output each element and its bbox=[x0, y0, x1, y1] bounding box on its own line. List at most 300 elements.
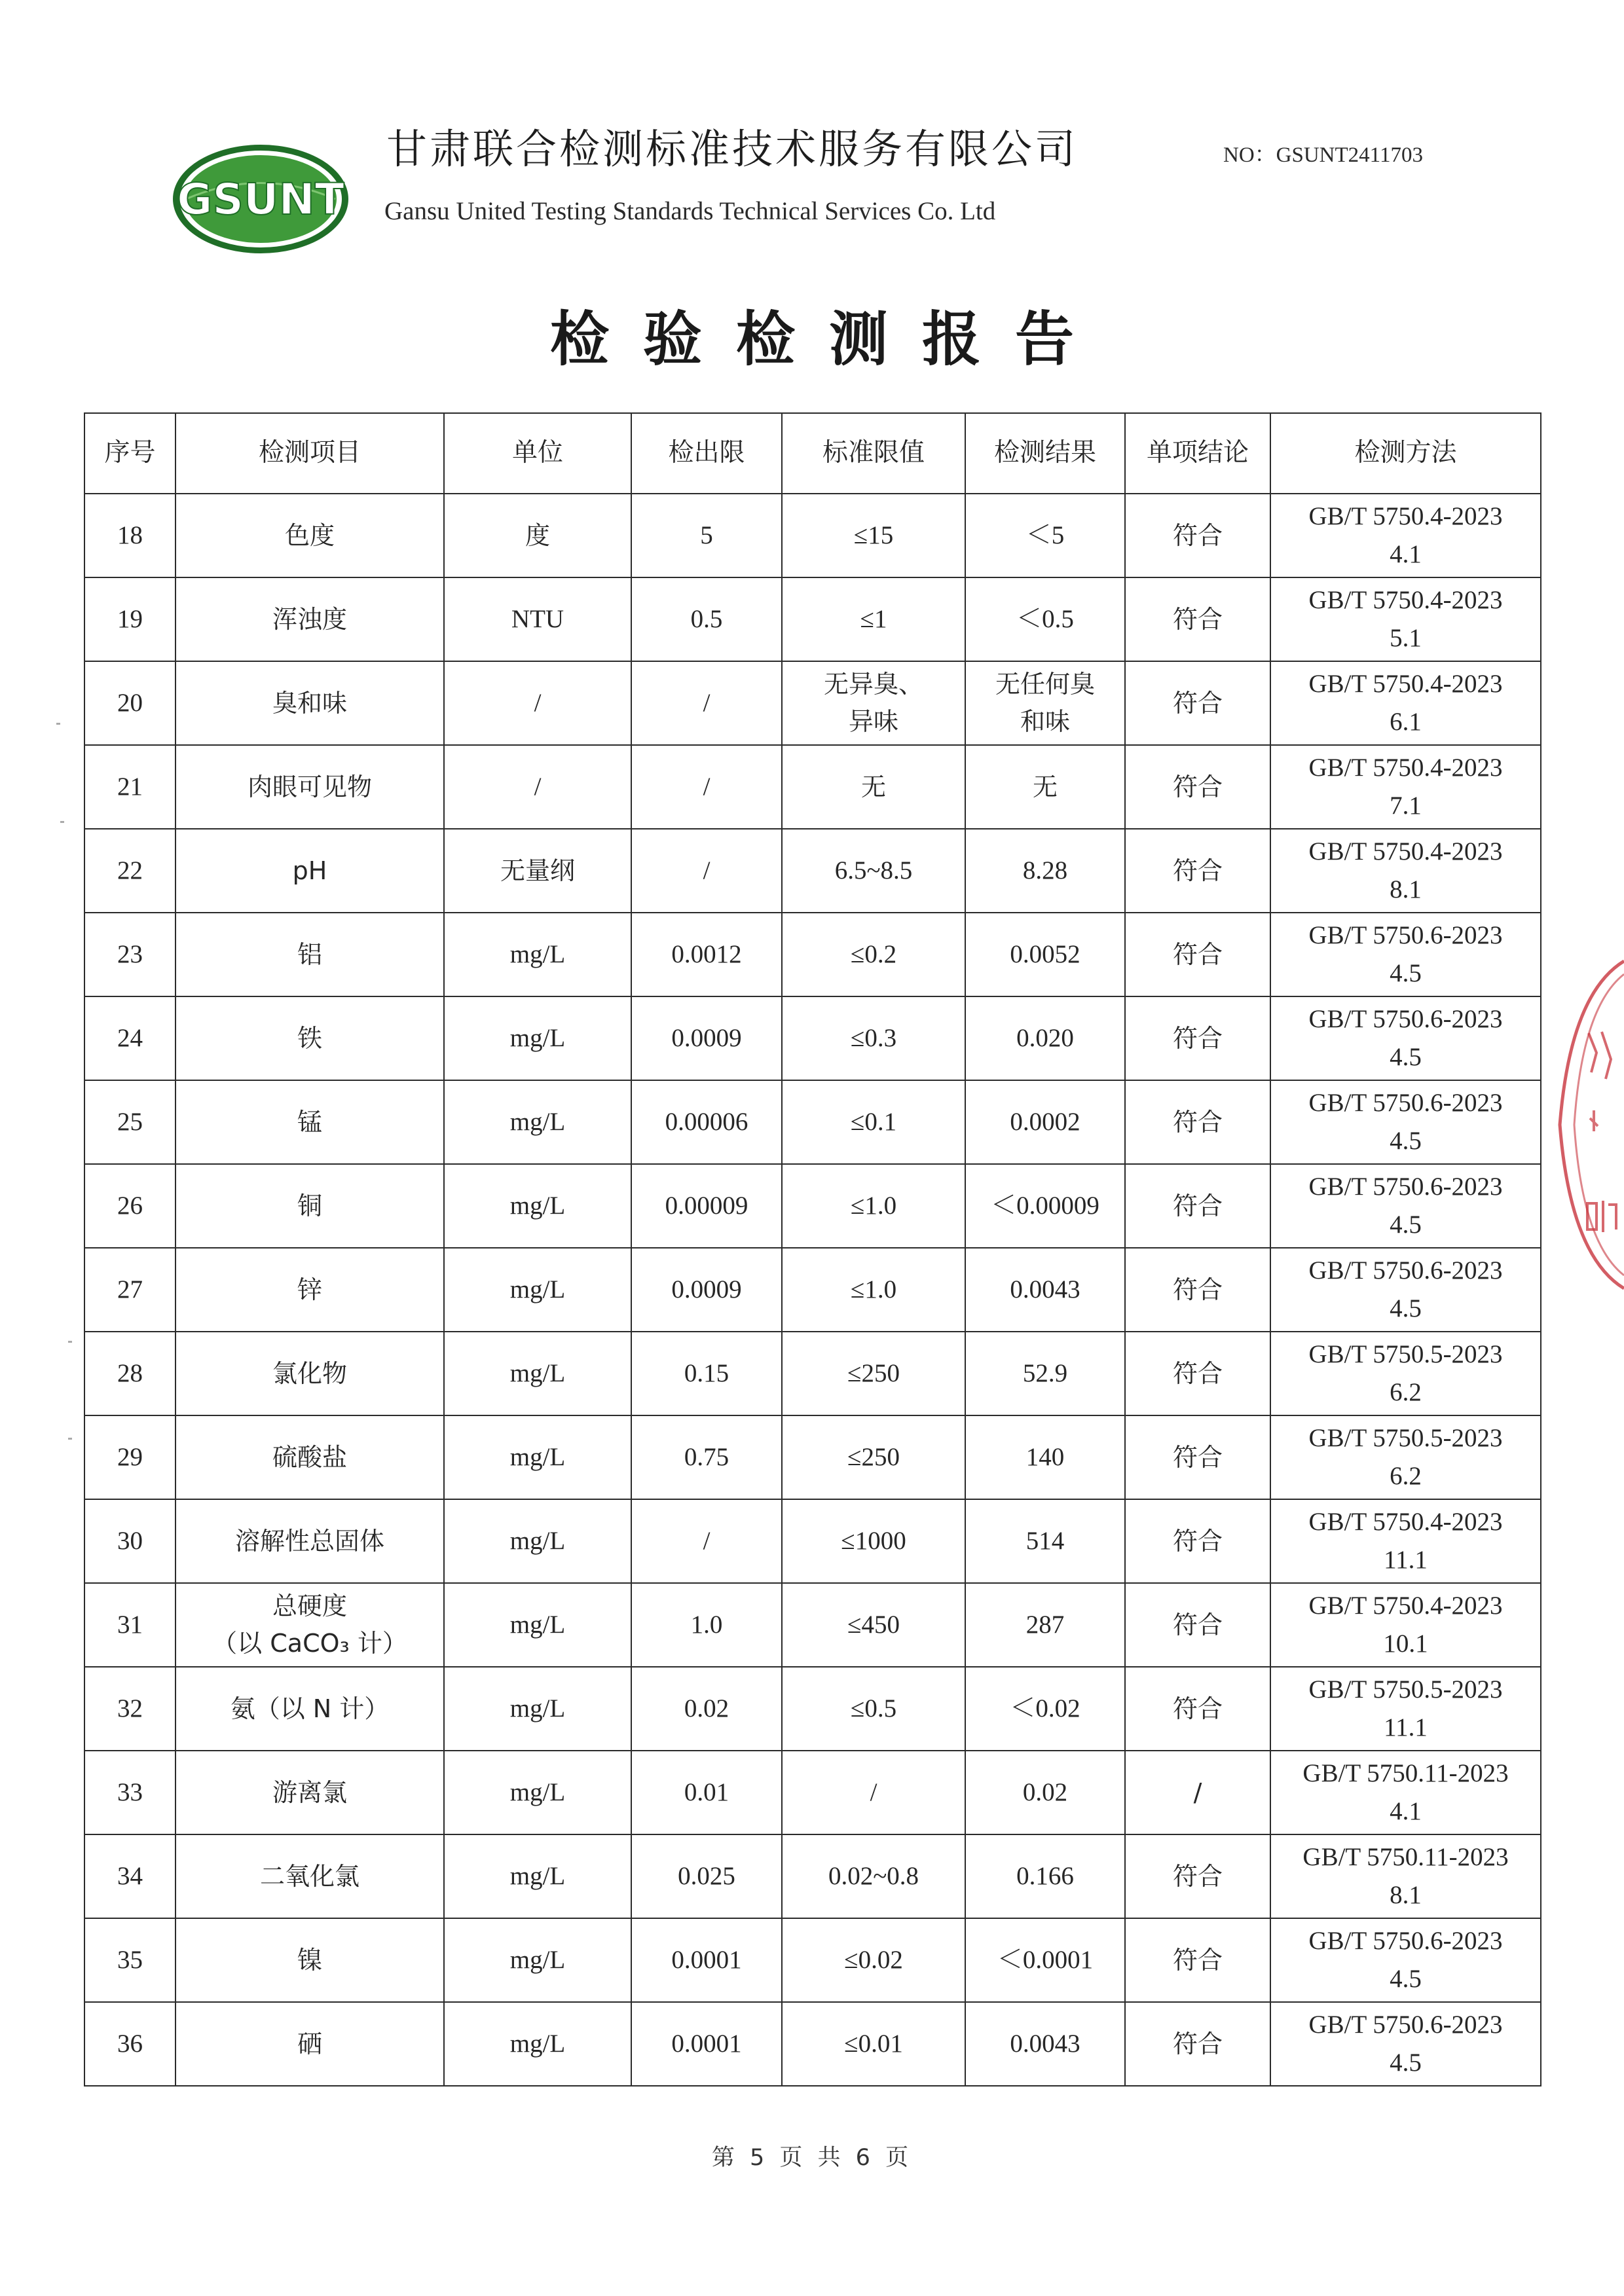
row-number-cell bbox=[84, 1834, 175, 1918]
test-method-clause: 8.1 bbox=[1390, 875, 1422, 903]
unit-cell bbox=[444, 829, 631, 913]
test-method-cell bbox=[1270, 1834, 1541, 1918]
table-header-row bbox=[84, 413, 1541, 494]
unit: mg/L bbox=[509, 1275, 566, 1303]
test-result: 0.0052 bbox=[1010, 939, 1080, 968]
detection-limit-cell bbox=[631, 1332, 782, 1415]
conclusion-cell bbox=[1125, 1080, 1270, 1164]
test-result-line2: 和味 bbox=[1020, 707, 1070, 736]
test-method: GB/T 5750.5-2023 bbox=[1308, 1423, 1503, 1452]
test-method-clause: 4.5 bbox=[1390, 1965, 1422, 1993]
test-result: ＜0.02 bbox=[1010, 1694, 1080, 1722]
test-method-cell bbox=[1270, 1164, 1541, 1248]
standard-limit-cell bbox=[782, 494, 965, 577]
test-result-cell bbox=[965, 996, 1125, 1080]
company-name-en: Gansu United Testing Standards Technical Services Co. Ltd bbox=[384, 197, 996, 225]
test-result-cell bbox=[965, 1918, 1125, 2002]
row-number: 35 bbox=[117, 1945, 143, 1974]
detection-limit: 0.00009 bbox=[665, 1191, 748, 1220]
detection-limit-cell bbox=[631, 996, 782, 1080]
unit: / bbox=[534, 688, 542, 717]
unit: 度 bbox=[525, 520, 550, 550]
row-number-cell bbox=[84, 661, 175, 745]
test-method-cell bbox=[1270, 913, 1541, 996]
test-method: GB/T 5750.4-2023 bbox=[1308, 585, 1503, 614]
row-number: 26 bbox=[117, 1191, 143, 1220]
test-item: 肉眼可见物 bbox=[247, 772, 372, 801]
test-method-cell bbox=[1270, 1918, 1541, 2002]
unit: 无量纲 bbox=[500, 856, 575, 885]
unit-cell bbox=[444, 1667, 631, 1751]
test-method: GB/T 5750.5-2023 bbox=[1308, 1675, 1503, 1704]
standard-limit-cell bbox=[782, 745, 965, 829]
test-item: 总硬度 bbox=[272, 1592, 347, 1620]
unit: mg/L bbox=[509, 1358, 566, 1387]
standard-limit-cell bbox=[782, 913, 965, 996]
unit-cell bbox=[444, 2002, 631, 2086]
test-result: ＜0.5 bbox=[1016, 604, 1074, 633]
standard-limit-cell bbox=[782, 577, 965, 661]
test-method-clause: 6.2 bbox=[1390, 1378, 1422, 1406]
test-result-cell bbox=[965, 494, 1125, 577]
test-item: 锰 bbox=[297, 1107, 322, 1137]
conclusion: 符合 bbox=[1172, 1275, 1223, 1304]
test-result-cell bbox=[965, 577, 1125, 661]
detection-limit-cell bbox=[631, 1499, 782, 1583]
table-row bbox=[84, 2002, 1541, 2086]
detection-limit-cell bbox=[631, 1834, 782, 1918]
test-item: 氯化物 bbox=[272, 1358, 347, 1388]
unit: mg/L bbox=[509, 1107, 566, 1136]
conclusion: 符合 bbox=[1172, 856, 1223, 885]
test-method: GB/T 5750.4-2023 bbox=[1308, 669, 1503, 698]
col-header-no: 序号 bbox=[84, 413, 175, 494]
detection-limit: 0.5 bbox=[690, 604, 723, 633]
detection-limit: 0.00006 bbox=[665, 1107, 748, 1136]
test-result-cell bbox=[965, 1248, 1125, 1332]
unit: mg/L bbox=[509, 1777, 566, 1806]
unit-cell bbox=[444, 1918, 631, 2002]
test-item-cell bbox=[175, 913, 444, 996]
unit: mg/L bbox=[509, 1526, 566, 1555]
row-number: 20 bbox=[117, 688, 143, 717]
test-method-clause: 4.5 bbox=[1390, 2049, 1422, 2077]
conclusion: 符合 bbox=[1172, 688, 1223, 718]
table-row bbox=[84, 1583, 1541, 1667]
test-method-clause: 11.1 bbox=[1384, 1546, 1428, 1574]
test-item-cell bbox=[175, 1248, 444, 1332]
standard-limit: ≤1.0 bbox=[850, 1275, 897, 1303]
table-row bbox=[84, 1248, 1541, 1332]
detection-limit-cell bbox=[631, 1080, 782, 1164]
test-method: GB/T 5750.5-2023 bbox=[1308, 1339, 1503, 1368]
conclusion: / bbox=[1193, 1777, 1202, 1807]
test-method-cell bbox=[1270, 829, 1541, 913]
test-method-clause: 6.1 bbox=[1390, 708, 1422, 736]
test-method-cell bbox=[1270, 1667, 1541, 1751]
standard-limit-cell bbox=[782, 1834, 965, 1918]
test-method-clause: 11.1 bbox=[1384, 1713, 1428, 1741]
test-result-cell bbox=[965, 1751, 1125, 1834]
row-number-cell bbox=[84, 829, 175, 913]
standard-limit: ≤1000 bbox=[841, 1526, 906, 1555]
test-result-cell bbox=[965, 745, 1125, 829]
table-row bbox=[84, 745, 1541, 829]
unit-cell bbox=[444, 1751, 631, 1834]
test-result-cell bbox=[965, 1834, 1125, 1918]
unit: mg/L bbox=[509, 1191, 566, 1220]
conclusion-cell bbox=[1125, 577, 1270, 661]
conclusion-cell bbox=[1125, 745, 1270, 829]
test-item-cell bbox=[175, 1918, 444, 2002]
test-method-cell bbox=[1270, 1583, 1541, 1667]
test-method-cell bbox=[1270, 996, 1541, 1080]
table-row bbox=[84, 494, 1541, 577]
detection-limit-cell bbox=[631, 1918, 782, 2002]
test-result: 无 bbox=[1032, 772, 1058, 801]
test-method-cell bbox=[1270, 577, 1541, 661]
row-number-cell bbox=[84, 2002, 175, 2086]
detection-limit-cell bbox=[631, 1751, 782, 1834]
test-item-line2: （以 CaCO₃ 计） bbox=[212, 1629, 407, 1658]
test-item: 铝 bbox=[297, 939, 322, 969]
test-method: GB/T 5750.6-2023 bbox=[1308, 1256, 1503, 1285]
detection-limit-cell bbox=[631, 1583, 782, 1667]
unit-cell bbox=[444, 1583, 631, 1667]
conclusion: 符合 bbox=[1172, 1358, 1223, 1388]
col-header-standard-limit: 标准限值 bbox=[782, 413, 965, 494]
standard-limit: ≤0.3 bbox=[850, 1023, 897, 1052]
row-number: 24 bbox=[117, 1023, 143, 1052]
table-row bbox=[84, 1499, 1541, 1583]
test-method-clause: 4.5 bbox=[1390, 959, 1422, 987]
report-number: NO：GSUNT2411703 bbox=[1223, 143, 1423, 167]
standard-limit: ≤250 bbox=[847, 1442, 900, 1471]
test-result-cell bbox=[965, 913, 1125, 996]
standard-limit-cell bbox=[782, 1248, 965, 1332]
standard-limit: ≤0.1 bbox=[850, 1107, 897, 1136]
logo-text: GSUNT bbox=[177, 174, 344, 225]
unit: mg/L bbox=[509, 1610, 566, 1639]
test-method: GB/T 5750.11-2023 bbox=[1302, 1842, 1509, 1871]
test-result-cell bbox=[965, 1667, 1125, 1751]
detection-limit-cell bbox=[631, 1164, 782, 1248]
row-number: 25 bbox=[117, 1107, 143, 1136]
report-title: 检验检测报告 bbox=[550, 305, 1108, 374]
standard-limit: ≤0.2 bbox=[850, 939, 897, 968]
test-method-cell bbox=[1270, 494, 1541, 577]
test-item: 硫酸盐 bbox=[272, 1442, 347, 1472]
detection-limit: / bbox=[703, 688, 710, 717]
row-number: 36 bbox=[117, 2029, 143, 2058]
test-item: 镍 bbox=[297, 1945, 322, 1975]
row-number: 18 bbox=[117, 520, 143, 549]
unit-cell bbox=[444, 996, 631, 1080]
company-logo bbox=[169, 141, 352, 257]
conclusion-cell bbox=[1125, 1918, 1270, 2002]
test-method-clause: 4.1 bbox=[1390, 1797, 1422, 1825]
unit-cell bbox=[444, 745, 631, 829]
test-item: 游离氯 bbox=[272, 1777, 347, 1807]
standard-limit: ≤0.5 bbox=[850, 1694, 897, 1722]
test-method: GB/T 5750.6-2023 bbox=[1308, 920, 1503, 949]
row-number-cell bbox=[84, 913, 175, 996]
table-row bbox=[84, 1164, 1541, 1248]
col-header-unit: 单位 bbox=[444, 413, 631, 494]
row-number-cell bbox=[84, 1415, 175, 1499]
table-row bbox=[84, 1667, 1541, 1751]
conclusion: 符合 bbox=[1172, 939, 1223, 969]
test-method-clause: 4.5 bbox=[1390, 1043, 1422, 1071]
test-item: 锌 bbox=[297, 1275, 322, 1304]
conclusion-cell bbox=[1125, 494, 1270, 577]
test-result-cell bbox=[965, 1332, 1125, 1415]
standard-limit-cell bbox=[782, 829, 965, 913]
test-result: 0.0043 bbox=[1010, 2029, 1080, 2058]
detection-limit-cell bbox=[631, 1415, 782, 1499]
detection-limit: 0.15 bbox=[684, 1358, 729, 1387]
detection-limit: 0.01 bbox=[684, 1777, 729, 1806]
page-number: 第 5 页 共 6 页 bbox=[711, 2145, 913, 2171]
test-item-cell bbox=[175, 996, 444, 1080]
detection-limit: 0.0012 bbox=[671, 939, 742, 968]
row-number-cell bbox=[84, 1164, 175, 1248]
standard-limit-line2: 异味 bbox=[848, 707, 898, 736]
test-item-cell bbox=[175, 1667, 444, 1751]
detection-limit: / bbox=[703, 856, 710, 884]
conclusion: 符合 bbox=[1172, 1023, 1223, 1053]
standard-limit: 0.02~0.8 bbox=[828, 1861, 919, 1890]
conclusion-cell bbox=[1125, 829, 1270, 913]
col-header-result: 检测结果 bbox=[965, 413, 1125, 494]
standard-limit: / bbox=[870, 1777, 877, 1806]
table-row bbox=[84, 996, 1541, 1080]
test-item-cell bbox=[175, 1499, 444, 1583]
conclusion: 符合 bbox=[1172, 1526, 1223, 1556]
test-method: GB/T 5750.6-2023 bbox=[1308, 1088, 1503, 1117]
test-method-cell bbox=[1270, 661, 1541, 745]
test-result-cell bbox=[965, 1164, 1125, 1248]
standard-limit-cell bbox=[782, 1080, 965, 1164]
test-item: 二氧化氯 bbox=[259, 1861, 360, 1891]
conclusion-cell bbox=[1125, 1164, 1270, 1248]
seal-stamp bbox=[1551, 955, 1624, 1295]
conclusion: 符合 bbox=[1172, 1107, 1223, 1137]
test-method: GB/T 5750.4-2023 bbox=[1308, 501, 1503, 530]
test-item: 铁 bbox=[297, 1023, 322, 1053]
test-method-clause: 10.1 bbox=[1383, 1630, 1428, 1658]
detection-limit: 0.75 bbox=[684, 1442, 729, 1471]
standard-limit: 无 bbox=[860, 772, 886, 801]
standard-limit-cell bbox=[782, 996, 965, 1080]
test-method-cell bbox=[1270, 1499, 1541, 1583]
row-number: 23 bbox=[117, 939, 143, 968]
conclusion-cell bbox=[1125, 1751, 1270, 1834]
unit: / bbox=[534, 772, 542, 801]
test-method-cell bbox=[1270, 1080, 1541, 1164]
detection-limit-cell bbox=[631, 1248, 782, 1332]
test-result: ＜5 bbox=[1025, 520, 1065, 549]
unit-cell bbox=[444, 1499, 631, 1583]
standard-limit: 6.5~8.5 bbox=[834, 856, 913, 884]
test-item-cell bbox=[175, 1583, 444, 1667]
test-result-cell bbox=[965, 661, 1125, 745]
table-row bbox=[84, 1415, 1541, 1499]
test-item-cell bbox=[175, 829, 444, 913]
unit-cell bbox=[444, 1164, 631, 1248]
test-item-cell bbox=[175, 745, 444, 829]
test-method: GB/T 5750.4-2023 bbox=[1308, 753, 1503, 782]
test-result: 287 bbox=[1025, 1610, 1065, 1639]
table-row bbox=[84, 1918, 1541, 2002]
row-number: 19 bbox=[117, 604, 143, 633]
test-method-cell bbox=[1270, 1332, 1541, 1415]
test-result: 514 bbox=[1025, 1526, 1065, 1555]
test-item-cell bbox=[175, 1164, 444, 1248]
detection-limit: 0.0001 bbox=[671, 2029, 742, 2058]
test-item: 溶解性总固体 bbox=[234, 1526, 384, 1556]
detection-limit-cell bbox=[631, 745, 782, 829]
conclusion-cell bbox=[1125, 1667, 1270, 1751]
test-method: GB/T 5750.4-2023 bbox=[1308, 1507, 1503, 1536]
standard-limit-cell bbox=[782, 1667, 965, 1751]
row-number: 30 bbox=[117, 1526, 143, 1555]
test-item-cell bbox=[175, 1751, 444, 1834]
standard-limit: ≤450 bbox=[847, 1610, 900, 1639]
test-item-cell bbox=[175, 494, 444, 577]
row-number: 32 bbox=[117, 1694, 143, 1722]
unit-cell bbox=[444, 494, 631, 577]
test-method: GB/T 5750.4-2023 bbox=[1308, 837, 1503, 866]
test-method-clause: 4.5 bbox=[1390, 1211, 1422, 1239]
row-number: 29 bbox=[117, 1442, 143, 1471]
test-method-clause: 7.1 bbox=[1390, 792, 1422, 820]
test-item-cell bbox=[175, 661, 444, 745]
standard-limit-cell bbox=[782, 1751, 965, 1834]
table-row bbox=[84, 829, 1541, 913]
standard-limit-cell bbox=[782, 1499, 965, 1583]
test-method: GB/T 5750.6-2023 bbox=[1308, 1004, 1503, 1033]
test-item: 浑浊度 bbox=[272, 604, 347, 634]
test-result: ＜0.00009 bbox=[991, 1191, 1099, 1220]
test-result-cell bbox=[965, 829, 1125, 913]
test-result: 8.28 bbox=[1022, 856, 1068, 884]
conclusion: 符合 bbox=[1172, 1610, 1223, 1639]
row-number-cell bbox=[84, 577, 175, 661]
row-number-cell bbox=[84, 1667, 175, 1751]
col-header-conclusion: 单项结论 bbox=[1125, 413, 1270, 494]
table-row bbox=[84, 913, 1541, 996]
row-number-cell bbox=[84, 745, 175, 829]
row-number-cell bbox=[84, 1583, 175, 1667]
test-item: 色度 bbox=[284, 520, 335, 550]
test-method: GB/T 5750.6-2023 bbox=[1308, 2010, 1503, 2039]
standard-limit: ≤250 bbox=[847, 1358, 900, 1387]
table-row bbox=[84, 1080, 1541, 1164]
conclusion-cell bbox=[1125, 1415, 1270, 1499]
conclusion-cell bbox=[1125, 913, 1270, 996]
standard-limit-cell bbox=[782, 2002, 965, 2086]
test-method-cell bbox=[1270, 745, 1541, 829]
test-method: GB/T 5750.6-2023 bbox=[1308, 1926, 1503, 1955]
test-method-clause: 4.5 bbox=[1390, 1294, 1422, 1322]
test-method: GB/T 5750.11-2023 bbox=[1302, 1758, 1509, 1787]
test-result: 140 bbox=[1025, 1442, 1065, 1471]
test-result-cell bbox=[965, 1415, 1125, 1499]
test-method-cell bbox=[1270, 1751, 1541, 1834]
row-number-cell bbox=[84, 996, 175, 1080]
detection-limit: 0.0001 bbox=[671, 1945, 742, 1974]
test-method-cell bbox=[1270, 1248, 1541, 1332]
row-number: 31 bbox=[117, 1610, 143, 1639]
test-result-cell bbox=[965, 1583, 1125, 1667]
test-result-cell bbox=[965, 1499, 1125, 1583]
conclusion-cell bbox=[1125, 661, 1270, 745]
test-item: 氨（以 N 计） bbox=[230, 1694, 390, 1723]
col-header-detection-limit: 检出限 bbox=[631, 413, 782, 494]
test-method-clause: 6.2 bbox=[1390, 1462, 1422, 1490]
detection-limit: 0.0009 bbox=[671, 1023, 742, 1052]
test-item: 铜 bbox=[297, 1191, 322, 1220]
test-method-clause: 4.5 bbox=[1390, 1127, 1422, 1155]
conclusion-cell bbox=[1125, 996, 1270, 1080]
table-row bbox=[84, 1751, 1541, 1834]
unit-cell bbox=[444, 913, 631, 996]
standard-limit-cell bbox=[782, 1918, 965, 2002]
unit: mg/L bbox=[509, 939, 566, 968]
row-number-cell bbox=[84, 1248, 175, 1332]
test-result: 52.9 bbox=[1022, 1358, 1068, 1387]
standard-limit-cell bbox=[782, 1164, 965, 1248]
conclusion: 符合 bbox=[1172, 772, 1223, 801]
row-number: 34 bbox=[117, 1861, 143, 1890]
detection-limit: 0.02 bbox=[684, 1694, 729, 1722]
detection-limit-cell bbox=[631, 2002, 782, 2086]
table-row bbox=[84, 661, 1541, 745]
test-item-cell bbox=[175, 1415, 444, 1499]
standard-limit-cell bbox=[782, 1415, 965, 1499]
detection-limit: / bbox=[703, 772, 710, 801]
detection-limit: 0.025 bbox=[678, 1861, 735, 1890]
detection-limit: 1.0 bbox=[690, 1610, 723, 1639]
conclusion-cell bbox=[1125, 1834, 1270, 1918]
conclusion: 符合 bbox=[1172, 2029, 1223, 2058]
detection-limit-cell bbox=[631, 913, 782, 996]
row-number-cell bbox=[84, 1751, 175, 1834]
unit-cell bbox=[444, 661, 631, 745]
standard-limit: ≤0.02 bbox=[844, 1945, 903, 1974]
test-result: 0.0002 bbox=[1010, 1107, 1080, 1136]
test-result: 0.020 bbox=[1016, 1023, 1074, 1052]
test-method-cell bbox=[1270, 1415, 1541, 1499]
unit-cell bbox=[444, 1834, 631, 1918]
row-number: 22 bbox=[117, 856, 143, 884]
conclusion: 符合 bbox=[1172, 1861, 1223, 1891]
detection-limit-cell bbox=[631, 577, 782, 661]
detection-limit-cell bbox=[631, 494, 782, 577]
detection-limit: 0.0009 bbox=[671, 1275, 742, 1303]
table-row bbox=[84, 1332, 1541, 1415]
col-header-method: 检测方法 bbox=[1270, 413, 1541, 494]
unit-cell bbox=[444, 1080, 631, 1164]
standard-limit: ≤1 bbox=[860, 604, 887, 633]
detection-limit: / bbox=[703, 1526, 710, 1555]
unit: mg/L bbox=[509, 1694, 566, 1722]
conclusion: 符合 bbox=[1172, 1945, 1223, 1975]
unit-cell bbox=[444, 577, 631, 661]
test-result: ＜0.0001 bbox=[997, 1945, 1094, 1974]
unit: mg/L bbox=[509, 1861, 566, 1890]
